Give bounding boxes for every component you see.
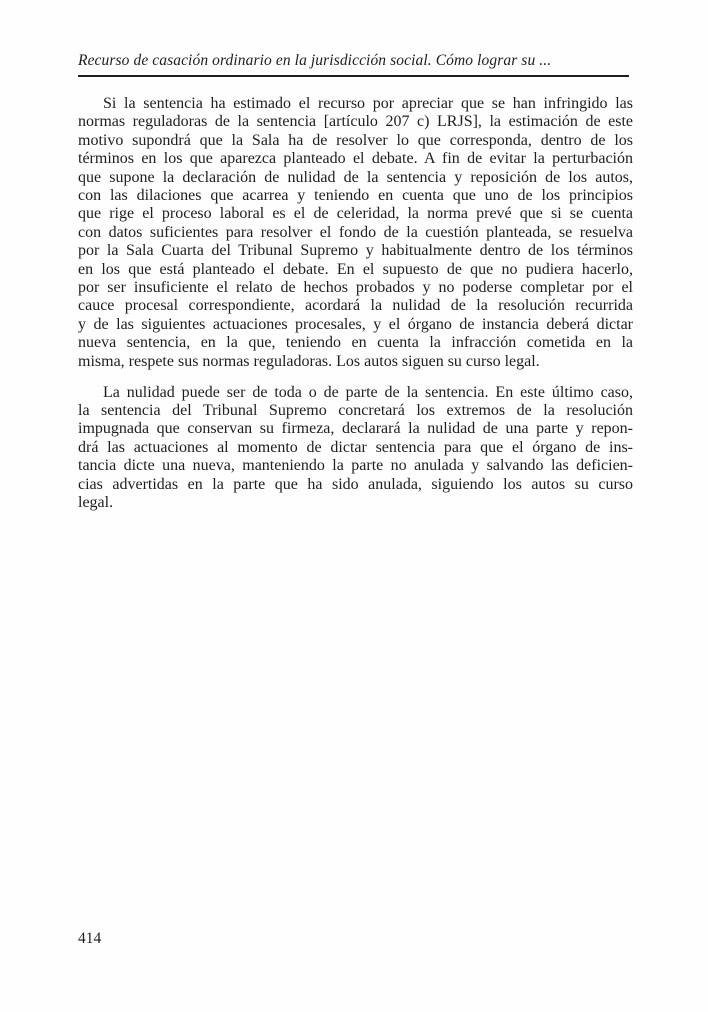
text-line: con las dilaciones que acarrea y teniendo en cuenta que uno de los principios bbox=[78, 187, 633, 205]
text-line: con datos suficientes para resolver el fondo de la cuestión planteada, se resuelva bbox=[78, 223, 633, 241]
text-line: nueva sentencia, en la que, teniendo en cuenta la infracción cometida en la bbox=[78, 334, 633, 352]
text-line: tancia dicte una nueva, manteniendo la parte no anulada y salvando las deficien- bbox=[78, 457, 633, 475]
text-line: legal. bbox=[78, 494, 114, 512]
paragraph bbox=[78, 95, 633, 371]
text-line: normas reguladoras de la sentencia [artículo 207 c) LRJS], la estimación de este bbox=[78, 113, 633, 131]
text-line: en los que está planteado el debate. En el supuesto de que no pudiera hacerlo, bbox=[78, 260, 633, 278]
text-line: y de las siguientes actuaciones procesales, y el órgano de instancia deberá dictar bbox=[78, 315, 633, 333]
text-line: la sentencia del Tribunal Supremo concretará los extremos de la resolución bbox=[78, 402, 633, 419]
text-line: motivo supondrá que la Sala ha de resolver lo que corresponda, dentro de los bbox=[78, 131, 633, 149]
text-line: impugnada que conservan su firmeza, declarará la nulidad de una parte y repon- bbox=[78, 420, 633, 438]
page-number: 414 bbox=[78, 930, 102, 947]
text-line: que supone la declaración de nulidad de la sentencia y reposición de los autos, bbox=[78, 168, 633, 186]
text-line: por ser insuficiente el relato de hechos probados y no poderse completar por el bbox=[78, 279, 633, 297]
text-line: Si la sentencia ha estimado el recurso por apreciar que se han infringido las bbox=[103, 95, 633, 112]
running-header: Recurso de casación ordinario en la jurisdicción social. Cómo lograr su ... bbox=[78, 52, 629, 77]
text-line: que rige el proceso laboral es el de celeridad, la norma prevé que si se cuenta bbox=[78, 205, 633, 223]
text-line: La nulidad puede ser de toda o de parte de la sentencia. En este último caso, bbox=[103, 383, 633, 401]
text-line: cias advertidas en la parte que ha sido anulada, siguiendo los autos su curso bbox=[78, 475, 633, 493]
text-line: drá las actuaciones al momento de dictar sentencia para que el órgano de ins- bbox=[78, 438, 633, 456]
text-line: misma, respete sus normas reguladoras. Los autos siguen su curso legal. bbox=[78, 352, 540, 370]
body-text bbox=[78, 95, 633, 512]
text-line: por la Sala Cuarta del Tribunal Supremo y habitualmente dentro de los términos bbox=[78, 242, 633, 260]
text-line: cauce procesal correspondiente, acordará la nulidad de la resolución recurrida bbox=[78, 297, 633, 315]
paragraph bbox=[78, 384, 633, 513]
text-line: términos en los que aparezca planteado el debate. A fin de evitar la perturbación bbox=[78, 150, 633, 168]
